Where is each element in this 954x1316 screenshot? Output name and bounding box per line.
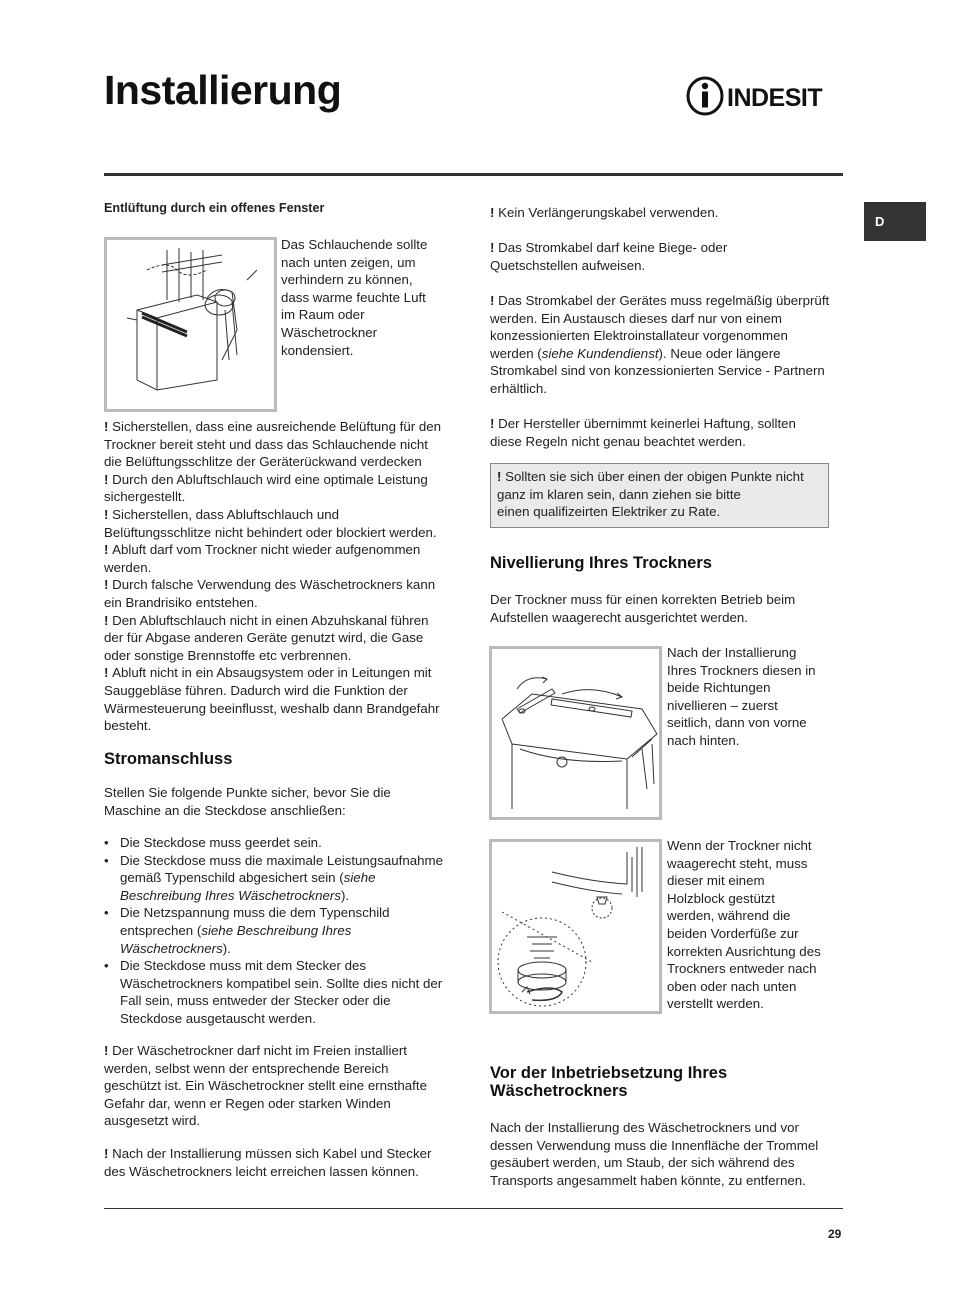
warning-extension-cable: ! Kein Verlängerungskabel verwenden. xyxy=(490,205,719,220)
top-rule xyxy=(104,173,843,176)
list-item: • Die Steckdose muss geerdet sein. xyxy=(104,834,449,852)
bottom-rule xyxy=(104,1208,843,1209)
startup-heading: Vor der Inbetriebsetzung Ihres Wäschetrockners xyxy=(490,1064,728,1100)
indesit-logo-icon xyxy=(685,76,845,116)
warning-item: ! Durch falsche Verwendung des Wäschetrockners kann ein Brandrisiko entstehen. xyxy=(104,577,436,610)
vent-caption: Das Schlauchende sollte nach unten zeigen, um verhindern zu können, dass warme feuchte Luft im Raum oder Wäschetrockner kondensiert. xyxy=(281,237,428,358)
vent-warnings xyxy=(104,418,449,735)
indesit-logo xyxy=(685,76,845,116)
cable-warning: ! Nach der Installierung müssen sich Kabel und Stecker des Wäschetrockners leicht erreichen lassen können. xyxy=(104,1146,432,1179)
leveling-heading: Nivellierung Ihres Trockners xyxy=(490,554,712,572)
list-item: • Die Steckdose muss mit dem Stecker des Wäschetrockners kompatibel sein. Sollte dies nicht der Fall sein, muss entweder der Stecker oder die Steckdose ausgetauscht werden. xyxy=(104,957,449,1027)
vent-heading: Entlüftung durch ein offenes Fenster xyxy=(104,201,325,215)
leveling-intro: Der Trockner muss für einen korrekten Betrieb beim Aufstellen waagerecht ausgerichtet werden. xyxy=(490,592,796,625)
startup-text: Nach der Installierung des Wäschetrockners und vor dessen Verwendung muss die Innenfläche der Trommel gesäubert werden, um Staub, der sich während des Transports angesammelt haben könnte, zu entfernen. xyxy=(490,1120,819,1188)
warning-liability: ! Der Hersteller übernimmt keinerlei Haftung, sollten diese Regeln nicht genau beachtet werden. xyxy=(490,416,796,449)
language-tab: D xyxy=(864,202,926,241)
warning-item: ! Sicherstellen, dass Abluftschlauch und Belüftungsschlitze nicht behindert oder blockiert werden. xyxy=(104,506,437,540)
page-title: Installierung xyxy=(104,67,342,113)
electrician-note: ! Sollten sie sich über einen der obigen Punkte nicht ganz im klaren sein, dann ziehen sie bitte einen qualifizeirten Elektriker zu Rate. xyxy=(490,463,829,528)
warning-item: ! Sicherstellen, dass eine ausreichende Belüftung für den Trockner bereit steht und dass das Schlauchende nicht die Belüftungsschlitze der Geräterückwand verdecken xyxy=(104,419,442,470)
leveling-caption-1: Nach der Installierung Ihres Trockners diesen in beide Richtungen nivellieren – zuerst seitlich, dann von vorne nach hinten. xyxy=(667,645,816,748)
vent-figure xyxy=(104,237,277,412)
page-number: 29 xyxy=(828,1227,842,1241)
outdoor-warning: ! Der Wäschetrockner darf nicht im Freien installiert werden, selbst wenn der entsprechende Bereich geschützt ist. Ein Wäschetrockner stellt eine ernsthafte Gefahr dar, wenn er Regen oder starken Winden ausgesetzt wird. xyxy=(104,1043,427,1129)
warning-item: ! Durch den Abluftschlauch wird eine optimale Leistung sichergestellt. xyxy=(104,471,428,505)
leveling-figure-foot xyxy=(489,839,662,1014)
leveling-caption-2: Wenn der Trockner nicht waagerecht steht, muss dieser mit einem Holzblock gestützt werden, während die beiden Vorderfüße zur korrekten Ausrichtung des Trockners entweder nach oben oder nach unten verstellt werden. xyxy=(667,838,821,1012)
power-intro: Stellen Sie folgende Punkte sicher, bevor Sie die Maschine an die Steckdose anschließen: xyxy=(104,785,391,818)
leveling-figure-top xyxy=(489,646,662,820)
power-heading: Stromanschluss xyxy=(104,750,233,768)
power-bullets xyxy=(104,834,449,1028)
warning-item: ! Den Abluftschlauch nicht in einen Abzuhskanal führen der für Abgase anderen Geräte genutzt wird, die Gase oder sonstige Brennstoffe etc verbrennen. xyxy=(104,612,429,663)
warning-item: ! Abluft nicht in ein Absaugsystem oder in Leitungen mit Sauggebläse führen. Dadurch wird die Funktion der Wärmesteuerung beeinflusst, weshalb dann Brandgefahr besteht. xyxy=(104,665,440,734)
brand-text: INDESIT xyxy=(727,84,823,112)
warning-item: ! Abluft darf vom Trockner nicht wieder aufgenommen werden. xyxy=(104,542,421,575)
warning-cable-bend: ! Das Stromkabel darf keine Biege- oder Quetschstellen aufweisen. xyxy=(490,240,728,273)
warning-cable-check: ! Das Stromkabel der Gerätes muss regelmäßig überprüft werden. Ein Austausch dieses darf nur von einem konzessionierten Elektroinstallateur vorgenommen werden (siehe Kundendienst). Neue oder längere Stromkabel sind von konzessionierten Service - Partnern erhältlich. xyxy=(490,293,830,396)
list-item: • Die Netzspannung muss die dem Typenschild entsprechen (siehe Beschreibung Ihres Wäschetrockners). xyxy=(104,904,449,957)
list-item: • Die Steckdose muss die maximale Leistungsaufnahme gemäß Typenschild abgesichert sein (siehe Beschreibung Ihres Wäschetrockners). xyxy=(104,852,449,905)
